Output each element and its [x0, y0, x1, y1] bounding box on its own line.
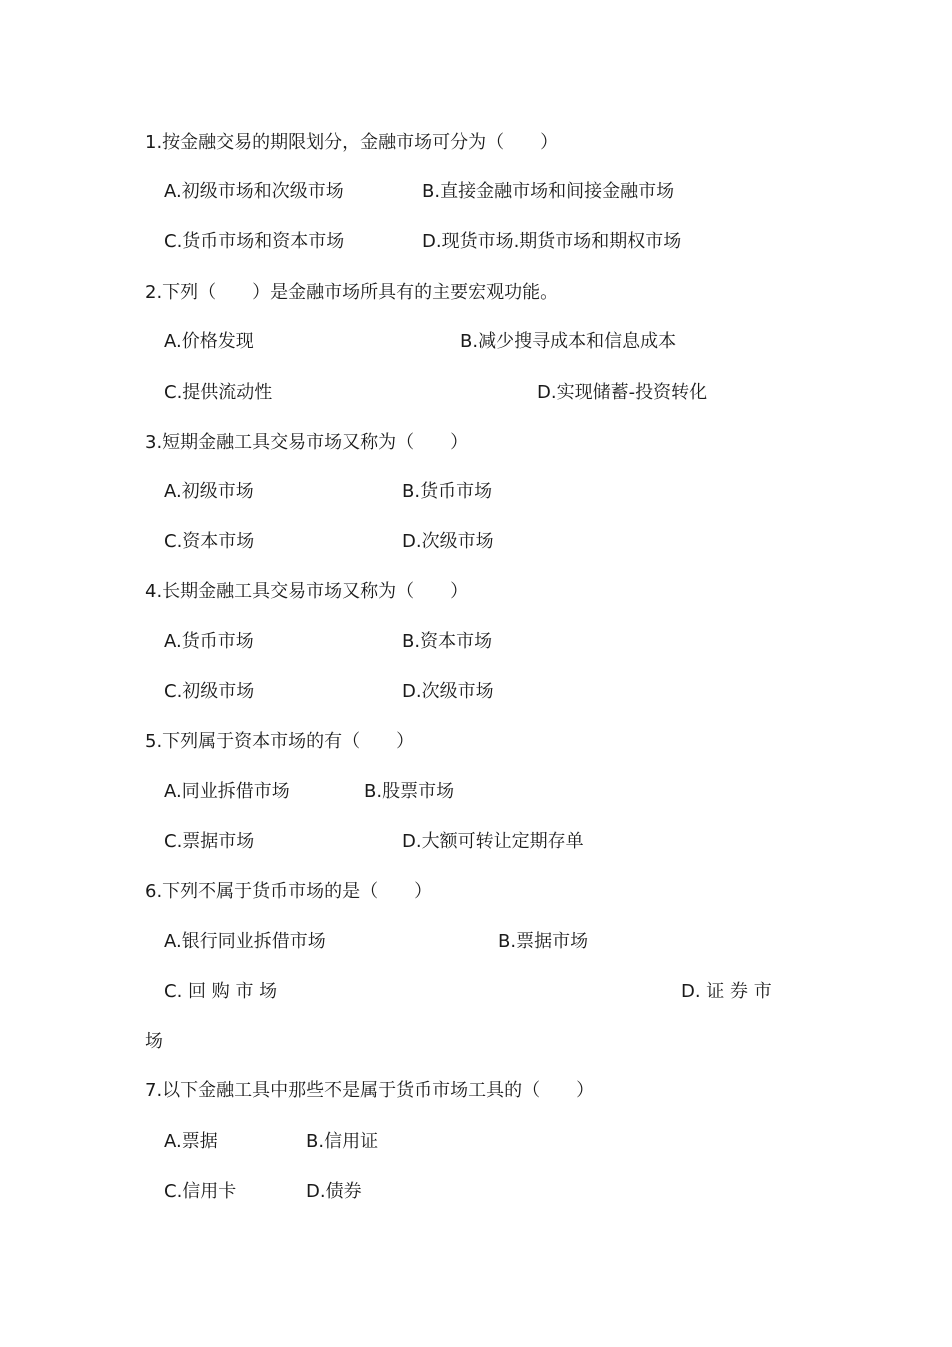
q1-option-a: A.初级市场和次级市场 [164, 181, 344, 202]
q5-option-d: D.大额可转让定期存单 [402, 831, 584, 852]
q2-option-b: B.减少搜寻成本和信息成本 [460, 331, 677, 352]
q1-option-b: B.直接金融市场和间接金融市场 [422, 181, 675, 202]
q2-option-c: C.提供流动性 [164, 382, 273, 403]
q1-option-c: C.货币市场和资本市场 [164, 231, 345, 252]
q4-option-d: D.次级市场 [402, 681, 494, 702]
q5-option-b: B.股票市场 [364, 781, 455, 802]
question-2-stem: 2.下列（ ）是金融市场所具有的主要宏观功能。 [145, 282, 559, 303]
q7-option-a: A.票据 [164, 1131, 218, 1152]
q1-option-d: D.现货市场.期货市场和期权市场 [422, 231, 682, 252]
q7-option-b: B.信用证 [306, 1131, 379, 1152]
q3-option-b: B.货币市场 [402, 481, 493, 502]
q6-option-c: C. 回 购 市 场 [164, 981, 278, 1002]
q6-option-a: A.银行同业拆借市场 [164, 931, 326, 952]
q3-option-d: D.次级市场 [402, 531, 494, 552]
q2-option-d: D.实现储蓄-投资转化 [537, 382, 708, 403]
q2-option-a: A.价格发现 [164, 331, 254, 352]
question-7-stem: 7.以下金融工具中那些不是属于货币市场工具的（ ） [145, 1080, 595, 1101]
q7-option-d: D.债券 [306, 1181, 362, 1202]
q6-option-b: B.票据市场 [498, 931, 589, 952]
question-1-stem: 1.按金融交易的期限划分，金融市场可分为（ ） [145, 132, 559, 153]
q4-option-b: B.资本市场 [402, 631, 493, 652]
question-3-stem: 3.短期金融工具交易市场又称为（ ） [145, 432, 469, 453]
q7-option-c: C.信用卡 [164, 1181, 237, 1202]
q3-option-c: C.资本市场 [164, 531, 255, 552]
q5-option-c: C.票据市场 [164, 831, 255, 852]
q3-option-a: A.初级市场 [164, 481, 254, 502]
question-4-stem: 4.长期金融工具交易市场又称为（ ） [145, 581, 469, 602]
q6-option-d-wrap: 场 [145, 1031, 163, 1052]
question-6-stem: 6.下列不属于货币市场的是（ ） [145, 881, 433, 902]
q4-option-c: C.初级市场 [164, 681, 255, 702]
question-5-stem: 5.下列属于资本市场的有（ ） [145, 731, 415, 752]
q5-option-a: A.同业拆借市场 [164, 781, 290, 802]
q4-option-a: A.货币市场 [164, 631, 254, 652]
q6-option-d: D. 证 券 市 [681, 981, 772, 1002]
